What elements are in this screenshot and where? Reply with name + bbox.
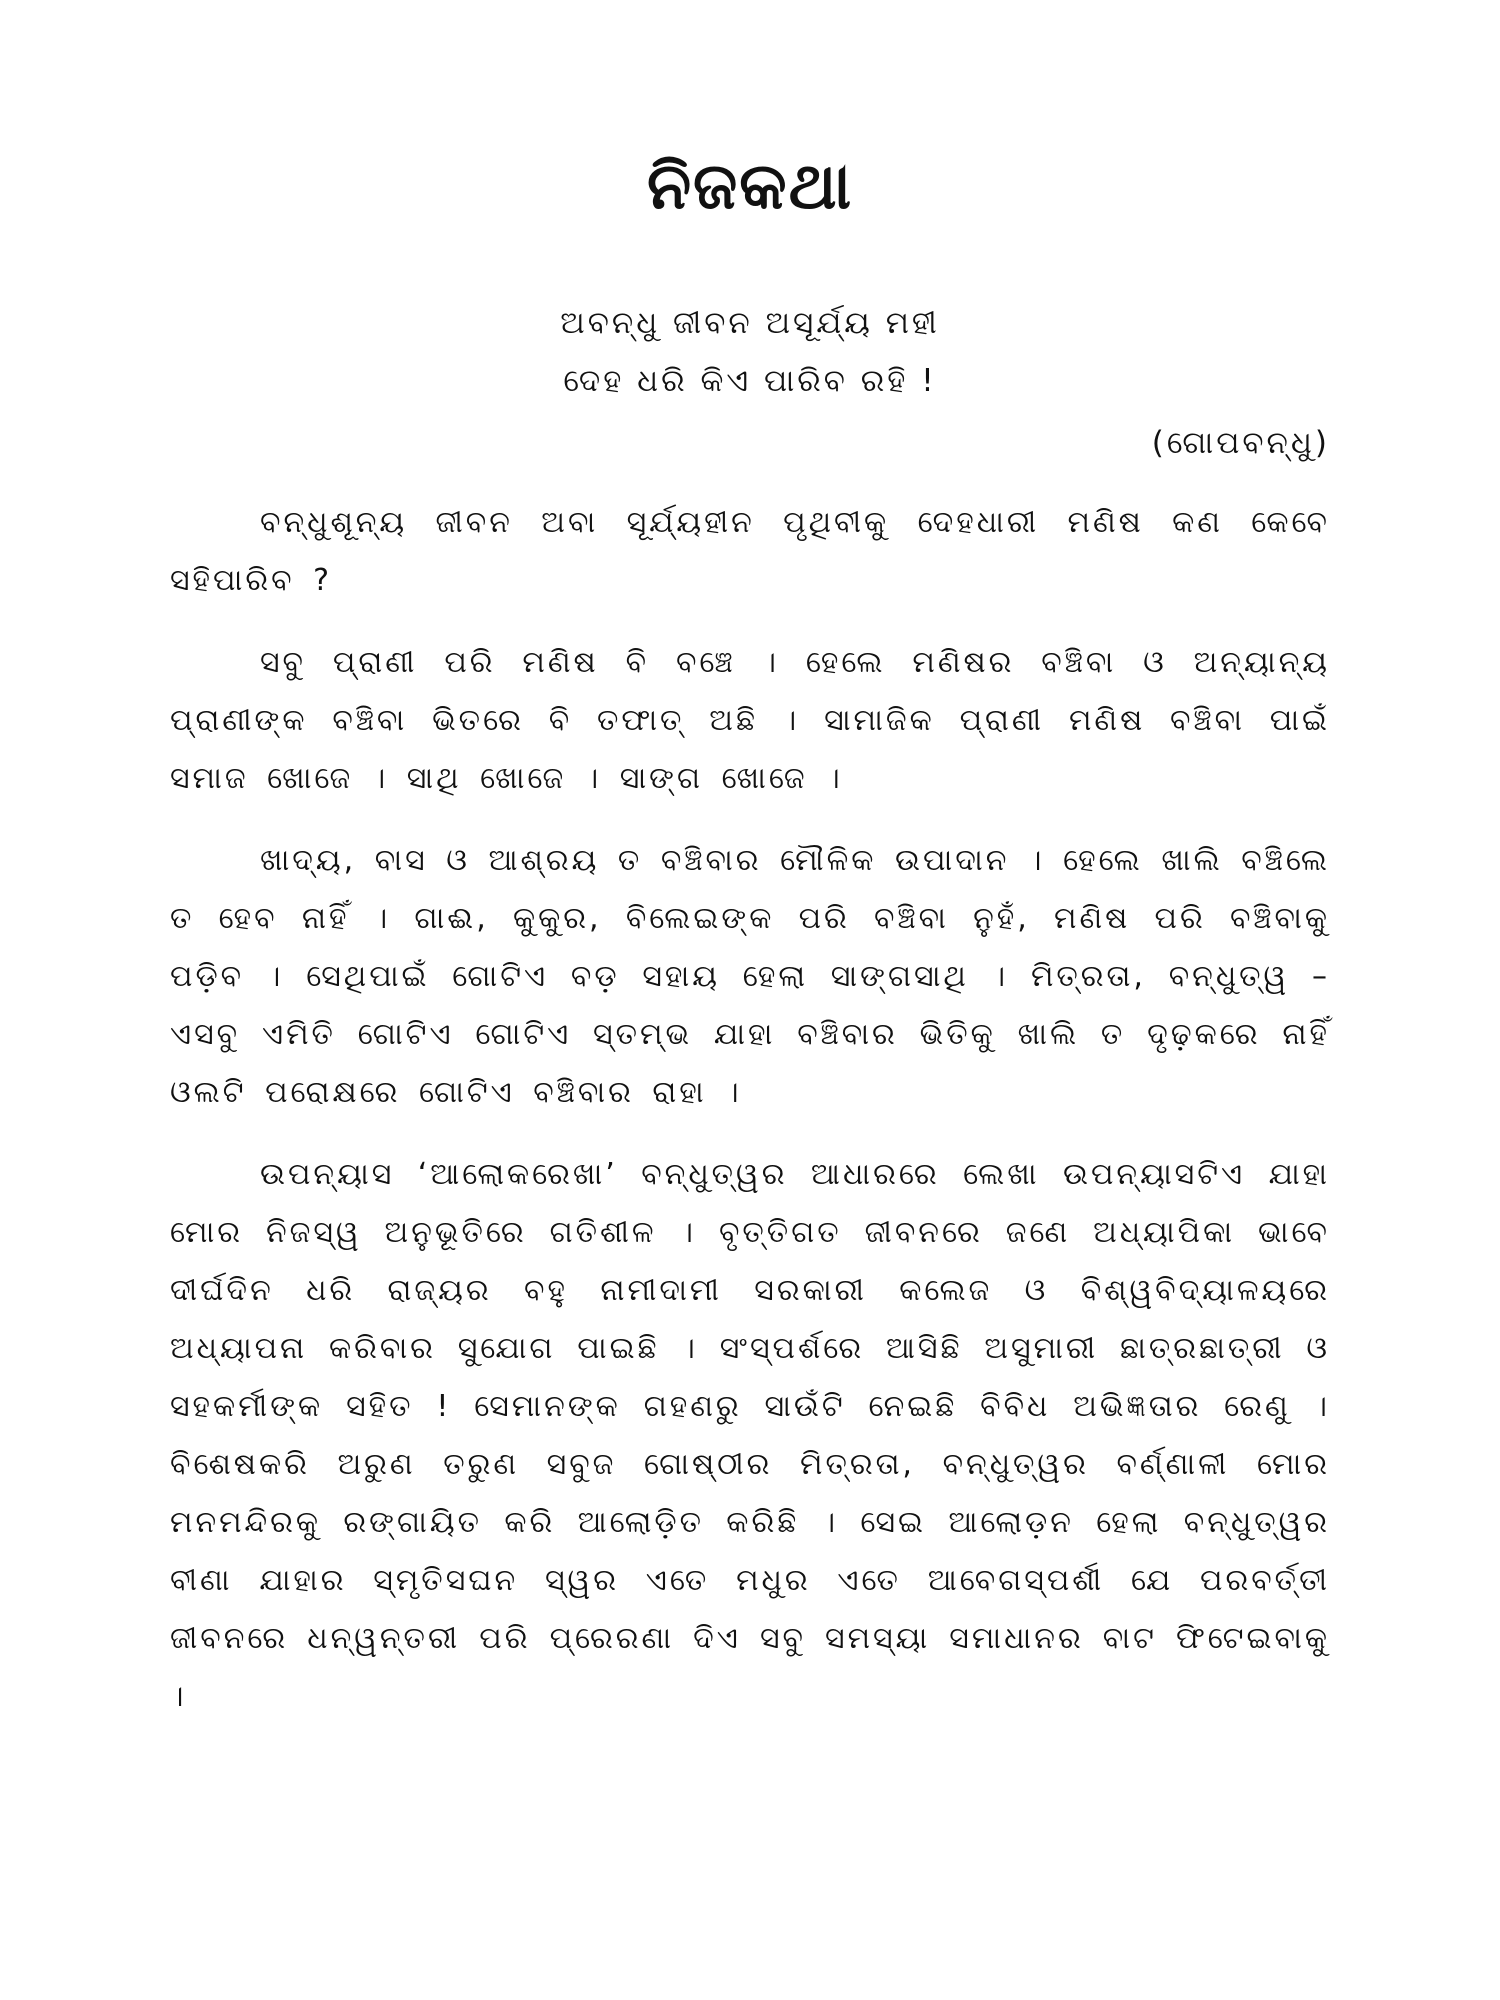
paragraph: ଖାଦ୍ୟ, ବାସ ଓ ଆଶ୍ରୟ ତ ବଞ୍ଚିବାର ମୌଳିକ ଉପାଦାନ । ହେଲେ ଖାଲି ବଞ୍ଚିଲେ ତ ହେବ ନାହିଁ । ଗାଈ, କୁକୁର, ବିଲେଇଙ୍କ ପରି ବଞ୍ଚିବା ନୁହଁ, ମଣିଷ ପରି ବଞ୍ଚିବାକୁ ପଡ଼ିବ । ସେଥିପାଇଁ ଗୋଟିଏ ବଡ଼ ସହାୟ ହେଲା ସାଙ୍ଗସାଥି । ମିତ୍ରତା, ବନ୍ଧୁତ୍ୱ – ଏସବୁ ଏମିତି ଗୋଟିଏ ଗୋଟିଏ ସ୍ତମ୍ଭ ଯାହା ବଞ୍ଚିବାର ଭିତିକୁ ଖାଲି ତ ଦୃଢ଼କରେ ନାହିଁ ଓଲଟି ପରୋକ୍ଷରେ ଗୋଟିଏ ବଞ୍ଚିବାର ରାହା । (170, 843, 1330, 1110)
page-title: ନିଜକଥା (646, 150, 854, 224)
epigraph (170, 294, 1330, 472)
paragraph: ସବୁ ପ୍ରାଣୀ ପରି ମଣିଷ ବି ବଞ୍ଚେ । ହେଲେ ମଣିଷର ବଞ୍ଚିବା ଓ ଅନ୍ୟାନ୍ୟ ପ୍ରାଣୀଙ୍କ ବଞ୍ଚିବା ଭିତରେ ବି ତଫାତ୍ ଅଛି । ସାମାଜିକ ପ୍ରାଣୀ ମଣିଷ ବଞ୍ଚିବା ପାଇଁ ସମାଜ ଖୋଜେ । ସାଥି ଖୋଜେ । ସାଙ୍ଗ ଖୋଜେ । (170, 645, 1330, 796)
epigraph-line-1: ଅବନ୍ଧୁ ଜୀବନ ଅସୂର୍ଯ୍ୟ ମହୀ (560, 305, 940, 341)
paragraph: ବନ୍ଧୁଶୂନ୍ୟ ଜୀବନ ଅବା ସୂର୍ଯ୍ୟହୀନ ପୃଥିବୀକୁ ଦେହଧାରୀ ମଣିଷ କଣ କେବେ ସହିପାରିବ ? (170, 505, 1330, 598)
epigraph-line-2: ଦେହ ଧରି କିଏ ପାରିବ ରହି ! (563, 363, 937, 399)
paragraph: ଉପନ୍ୟାସ ‘ଆଲୋକରେଖା’ ବନ୍ଧୁତ୍ୱର ଆଧାରରେ ଲେଖା ଉପନ୍ୟାସଟିଏ ଯାହା ମୋର ନିଜସ୍ୱ ଅନୁଭୂତିରେ ଗତିଶୀଳ । ବୃତ୍ତିଗତ ଜୀବନରେ ଜଣେ ଅଧ୍ୟାପିକା ଭାବେ ଦୀର୍ଘଦିନ ଧରି ରାଜ୍ୟର ବହୁ ନାମୀଦାମୀ ସରକାରୀ କଲେଜ ଓ ବିଶ୍ୱବିଦ୍ୟାଳୟରେ ଅଧ୍ୟାପନା କରିବାର ସୁଯୋଗ ପାଇଛି । ସଂସ୍ପର୍ଶରେ ଆସିଛି ଅସୁମାରୀ ଛାତ୍ରଛାତ୍ରୀ ଓ ସହକର୍ମୀଙ୍କ ସହିତ ! ସେମାନଙ୍କ ଗହଣରୁ ସାଉଁଟି ନେଇଛି ବିବିଧ ଅଭିଜ୍ଞତାର ରେଣୁ । ବିଶେଷକରି ଅରୁଣ ତରୁଣ ସବୁଜ ଗୋଷ୍ଠୀର ମିତ୍ରତା, ବନ୍ଧୁତ୍ୱର ବର୍ଣ୍ଣାଳୀ ମୋର ମନମନ୍ଦିରକୁ ରଙ୍ଗାୟିତ କରି ଆଲୋଡ଼ିତ କରିଛି । ସେଇ ଆଲୋଡ଼ନ ହେଲା ବନ୍ଧୁତ୍ୱର ବୀଣା ଯାହାର ସ୍ମୃତିସଘନ ସ୍ୱର ଏତେ ମଧୁର ଏତେ ଆବେଗସ୍ପର୍ଶୀ ଯେ ପରବର୍ତ୍ତୀ ଜୀବନରେ ଧନ୍ୱନ୍ତରୀ ପରି ପ୍ରେରଣା ଦିଏ ସବୁ ସମସ୍ୟା ସମାଧାନର ବାଟ ଫିଟେଇବାକୁ । (170, 1157, 1330, 1714)
body-text (170, 494, 1330, 1726)
epigraph-attribution: (ଗୋପବନ୍ଧୁ) (1151, 425, 1330, 461)
